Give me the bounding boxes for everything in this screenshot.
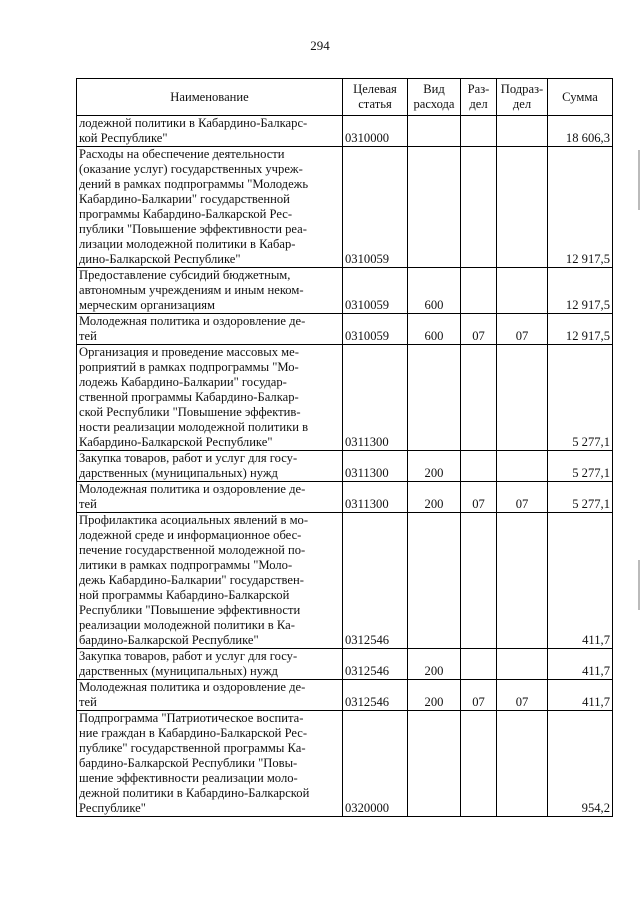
cell-target-article: 0312546 (343, 680, 408, 711)
table-row (77, 314, 613, 345)
table-row (77, 680, 613, 711)
cell-subsection (497, 451, 548, 482)
header-target-article: Целевая статья (343, 79, 408, 116)
cell-subsection (497, 513, 548, 649)
cell-sum: 12 917,5 (548, 268, 613, 314)
cell-expense-type (408, 345, 461, 451)
table-row (77, 147, 613, 268)
header-sum: Сумма (548, 79, 613, 116)
cell-subsection (497, 711, 548, 817)
cell-expense-type: 600 (408, 314, 461, 345)
cell-section (461, 451, 497, 482)
cell-subsection (497, 268, 548, 314)
cell-target-article: 0320000 (343, 711, 408, 817)
cell-name: Расходы на обеспечение деятельности (оказание услуг) государственных учреж- дений в рамках подпрограммы "Молодежь Кабардино-Балкарии" государственной программы Кабардино-Балкарской Рес- публики "Повышение эффективности реа- лизации молодежной политики в Кабар- дино-Балкарской Республике" (77, 147, 343, 268)
cell-expense-type: 200 (408, 451, 461, 482)
table-row (77, 711, 613, 817)
table-row (77, 649, 613, 680)
header-row (77, 79, 613, 116)
cell-section: 07 (461, 482, 497, 513)
cell-sum: 5 277,1 (548, 451, 613, 482)
cell-sum: 5 277,1 (548, 482, 613, 513)
cell-target-article: 0311300 (343, 451, 408, 482)
cell-name: Молодежная политика и оздоровление де- тей (77, 314, 343, 345)
cell-target-article: 0310059 (343, 268, 408, 314)
cell-name: Подпрограмма "Патриотическое воспита- ние граждан в Кабардино-Балкарской Рес- публике" государственной программы Ка- бардино-Балкарской Республики "Повы- шение эффективности реализации моло- дежной политики в Кабардино-Балкарской Республике" (77, 711, 343, 817)
cell-name: Молодежная политика и оздоровление де- тей (77, 482, 343, 513)
header-subsection: Подраз- дел (497, 79, 548, 116)
cell-expense-type: 200 (408, 482, 461, 513)
cell-section (461, 649, 497, 680)
cell-target-article: 0312546 (343, 649, 408, 680)
cell-sum: 411,7 (548, 680, 613, 711)
table-header (77, 79, 613, 116)
cell-subsection: 07 (497, 482, 548, 513)
cell-section (461, 116, 497, 147)
cell-subsection: 07 (497, 680, 548, 711)
cell-expense-type (408, 116, 461, 147)
table-body (77, 116, 613, 817)
cell-name: Предоставление субсидий бюджетным, автономным учреждениям и иным неком- мерческим организациям (77, 268, 343, 314)
cell-name: Молодежная политика и оздоровление де- тей (77, 680, 343, 711)
cell-target-article: 0311300 (343, 345, 408, 451)
table-row (77, 345, 613, 451)
header-expense-type: Вид расхода (408, 79, 461, 116)
cell-sum: 12 917,5 (548, 147, 613, 268)
cell-expense-type: 600 (408, 268, 461, 314)
cell-section: 07 (461, 680, 497, 711)
cell-sum: 5 277,1 (548, 345, 613, 451)
page-number: 294 (310, 38, 330, 53)
cell-sum: 411,7 (548, 649, 613, 680)
cell-sum: 954,2 (548, 711, 613, 817)
cell-target-article: 0310000 (343, 116, 408, 147)
budget-table (76, 78, 613, 817)
cell-section (461, 513, 497, 649)
cell-expense-type: 200 (408, 680, 461, 711)
cell-section (461, 268, 497, 314)
cell-sum: 12 917,5 (548, 314, 613, 345)
cell-name: Профилактика асоциальных явлений в мо- лодежной среде и информационное обес- печение государственной молодежной по- литики в рамках подпрограммы "Моло- дежь Кабардино-Балкарии" государствен- ной программы Кабардино-Балкарской Республики "Повышение эффективности реализации молодежной политики в Ка- бардино-Балкарской Республике" (77, 513, 343, 649)
cell-name: Закупка товаров, работ и услуг для госу- дарственных (муниципальных) нужд (77, 451, 343, 482)
table-row (77, 268, 613, 314)
cell-subsection (497, 116, 548, 147)
cell-section (461, 147, 497, 268)
cell-target-article: 0310059 (343, 314, 408, 345)
cell-expense-type (408, 711, 461, 817)
cell-expense-type: 200 (408, 649, 461, 680)
cell-sum: 18 606,3 (548, 116, 613, 147)
cell-sum: 411,7 (548, 513, 613, 649)
table-row (77, 482, 613, 513)
header-section: Раз- дел (461, 79, 497, 116)
cell-subsection (497, 345, 548, 451)
table-row (77, 513, 613, 649)
cell-section (461, 345, 497, 451)
table-row (77, 451, 613, 482)
cell-name: Организация и проведение массовых ме- роприятий в рамках подпрограммы "Мо- лодежь Кабардино-Балкарии" государ- ственной программы Кабардино-Балкар- ской Республики "Повышение эффектив- ности реализации молодежной политики в Кабардино-Балкарской Республике" (77, 345, 343, 451)
table-row (77, 116, 613, 147)
cell-subsection (497, 649, 548, 680)
cell-target-article: 0311300 (343, 482, 408, 513)
cell-target-article: 0310059 (343, 147, 408, 268)
cell-name: Закупка товаров, работ и услуг для госу- дарственных (муниципальных) нужд (77, 649, 343, 680)
cell-target-article: 0312546 (343, 513, 408, 649)
cell-section: 07 (461, 314, 497, 345)
cell-expense-type (408, 513, 461, 649)
cell-expense-type (408, 147, 461, 268)
header-name: Наименование (77, 79, 343, 116)
cell-subsection (497, 147, 548, 268)
cell-name: лодежной политики в Кабардино-Балкарс- кой Республике" (77, 116, 343, 147)
cell-subsection: 07 (497, 314, 548, 345)
cell-section (461, 711, 497, 817)
